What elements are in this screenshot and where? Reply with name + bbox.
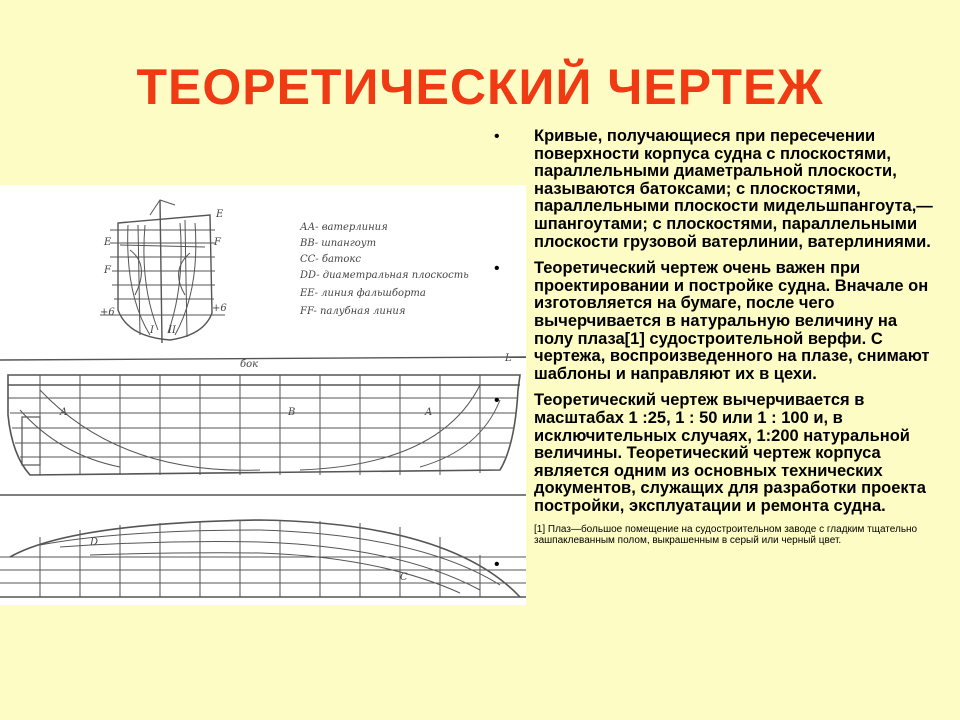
profile-view: [0, 357, 526, 495]
slide-title: ТЕОРЕТИЧЕСКИЙ ЧЕРТЕЖ: [136, 59, 824, 115]
legend-ee: ЕЕ- линия фальшборта: [300, 288, 426, 299]
body-plan: [100, 200, 225, 343]
letter-b: B: [288, 407, 296, 418]
bullet-symbol: •: [494, 556, 500, 574]
half-breadth-view: [0, 520, 526, 597]
legend-dd: DD- диаметральная плоскость: [300, 270, 469, 281]
bullet-text: Кривые, получающиеся при пересечении поверхности корпуса судна с плоскостями, параллельными диаметральной плоскости, называются батоксами; с плоскостями, параллельными плоскости мидельшпангоута,— шпангоутами; с плоскостями, параллельными плоскости грузовой ватерлинии, ватерлиниями.: [534, 127, 933, 251]
bullet-symbol: •: [494, 128, 500, 145]
bullet-symbol: •: [494, 260, 500, 278]
legend-ff: FF- палубная линия: [300, 306, 406, 317]
legend-cc: СС- батокс: [300, 254, 362, 265]
letter-l: L: [505, 353, 512, 364]
letter-d: D: [90, 537, 99, 548]
letter-c: C: [400, 572, 408, 583]
bullet-item: [490, 392, 940, 515]
bok-label: бок: [240, 359, 259, 370]
letter-f: F: [214, 237, 221, 248]
bullet-symbol: •: [494, 392, 500, 410]
letter-e2: E: [216, 209, 224, 220]
letter-e: E: [104, 237, 112, 248]
letter-f2: F: [104, 265, 111, 276]
bullet-item: [490, 128, 940, 251]
bullet-item: [490, 260, 940, 383]
bullet-list: [490, 127, 940, 574]
mark-right: +6: [212, 303, 227, 314]
mark-left: +6: [100, 307, 115, 318]
footnote: [1] Плаз—большое помещение на судостроительном заводе с гладким тщательно зашпаклеванным полом, выкрашенным в серый или черный цвет.: [534, 524, 918, 546]
letter-a2: A: [60, 407, 68, 418]
legend-bb: ВВ- шпангоут: [300, 238, 377, 249]
ship-lines-drawing: [0, 185, 526, 605]
station-i: I: [150, 325, 154, 336]
bullet-text: Теоретический чертеж вычерчивается в масштабах 1 :25, 1 : 50 или 1 : 100 и, в исключительных случаях, 1:200 натуральной величины. Теоретический чертеж корпуса является одним из основных технических документов, служащих для разработки проекта постройки, эксплуатации и ремонта судна.: [534, 391, 926, 515]
legend-aa: АА- ватерлиния: [300, 222, 388, 233]
letter-a: A: [425, 407, 433, 418]
bullet-text: Теоретический чертеж очень важен при проектировании и постройке судна. Вначале он изготовляется на бумаге, после чего вычерчивается в натуральную величину на полу плаза[1] судостроительной верфи. С чертежа, воспроизведенного на плазе, снимают шаблоны и направляют их в цехи.: [534, 259, 930, 383]
station-ii: II: [168, 325, 176, 336]
